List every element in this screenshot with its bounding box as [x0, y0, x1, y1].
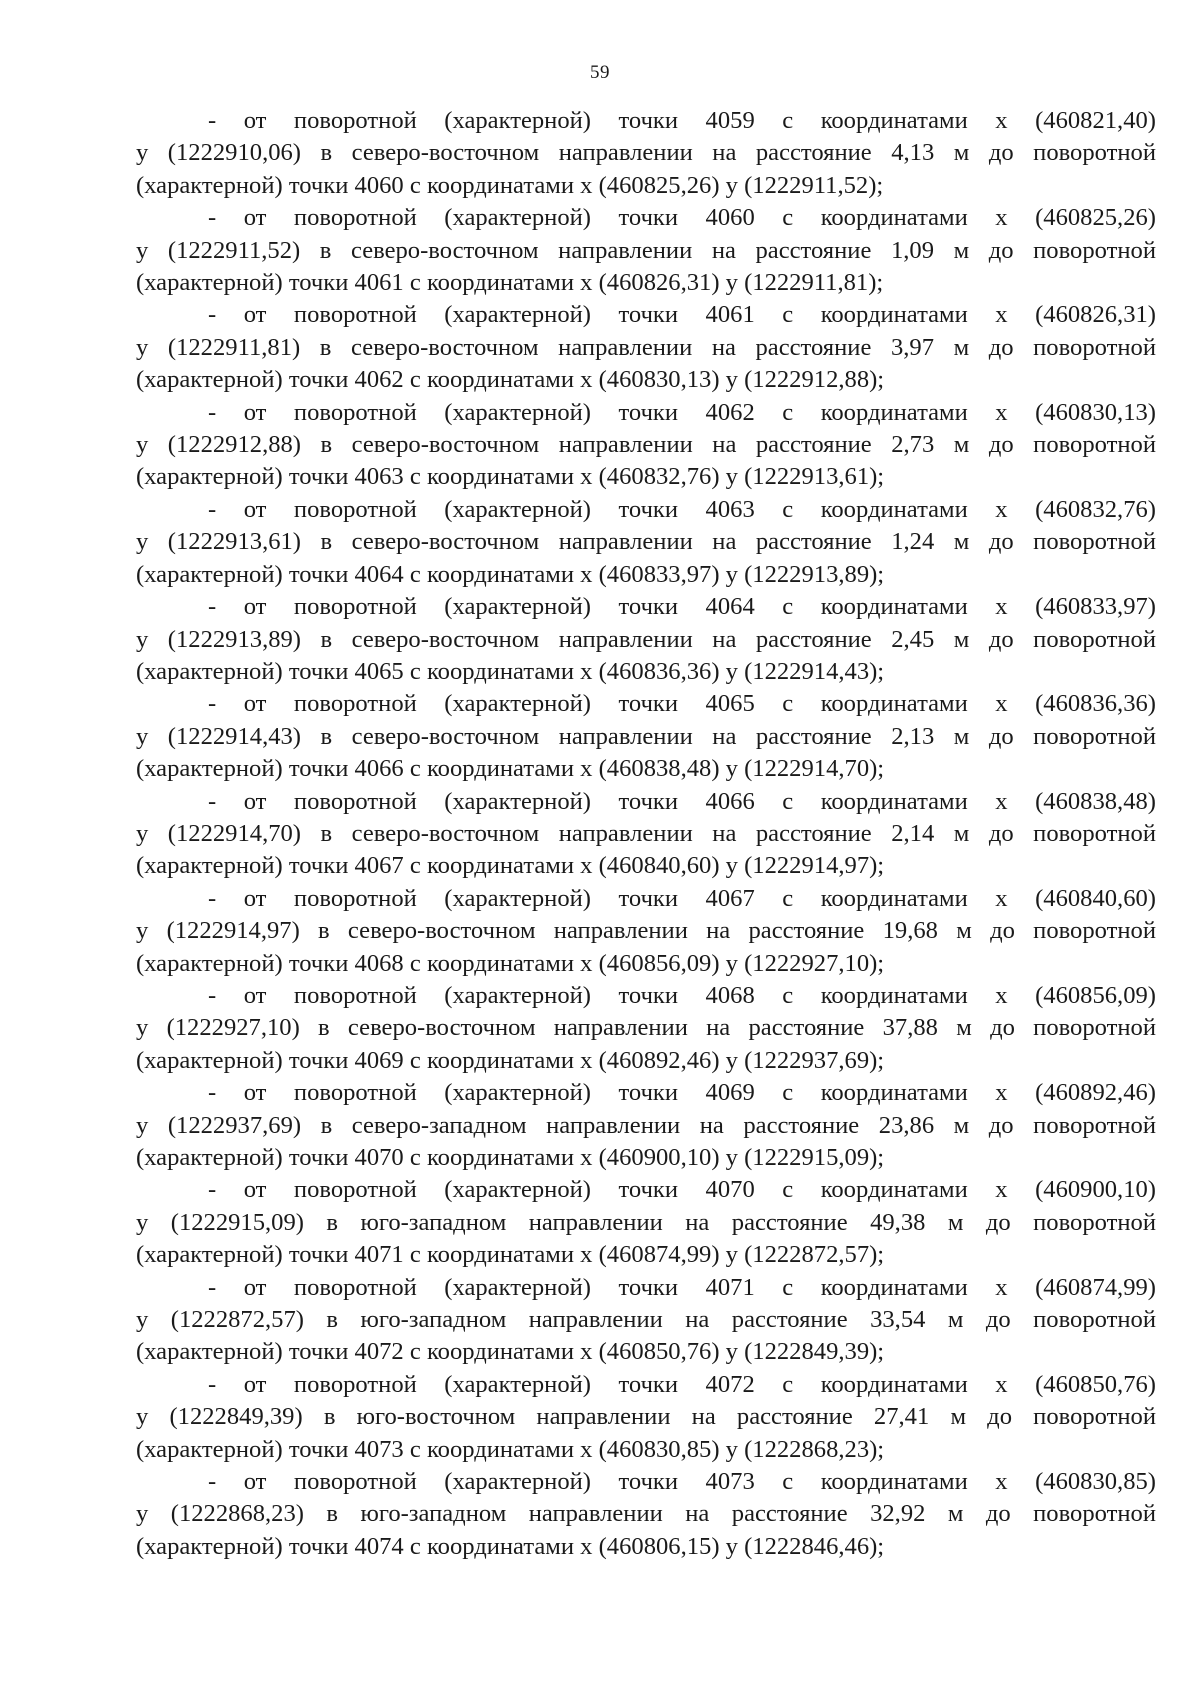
paragraph-line: - от поворотной (характерной) точки 4063 с координатами х (460832,76)	[208, 495, 1156, 523]
boundary-segment-paragraph	[136, 1369, 1156, 1466]
boundary-segment-paragraph	[136, 591, 1156, 688]
boundary-segment-paragraph	[136, 397, 1156, 494]
boundary-segment-paragraph	[136, 1272, 1156, 1369]
boundary-segment-paragraph	[136, 980, 1156, 1077]
paragraph-line: - от поворотной (характерной) точки 4064 с координатами х (460833,97)	[208, 593, 1156, 621]
paragraph-line: (характерной) точки 4066 с координатами х (460838,48) у (1222914,70);	[136, 755, 885, 783]
paragraph-line: у (1222914,43) в северо-восточном направлении на расстояние 2,13 м до поворотной	[136, 722, 1156, 750]
document-body	[136, 105, 1156, 1563]
paragraph-line: у (1222868,23) в юго-западном направлении на расстояние 32,92 м до поворотной	[136, 1500, 1156, 1528]
boundary-segment-paragraph	[136, 883, 1156, 980]
paragraph-line: (характерной) точки 4061 с координатами х (460826,31) у (1222911,81);	[136, 269, 884, 297]
paragraph-line: - от поворотной (характерной) точки 4067 с координатами х (460840,60)	[208, 884, 1156, 912]
boundary-segment-paragraph	[136, 299, 1156, 396]
paragraph-line: - от поворотной (характерной) точки 4071 с координатами х (460874,99)	[208, 1273, 1156, 1301]
paragraph-line: у (1222911,52) в северо-восточном направлении на расстояние 1,09 м до поворотной	[136, 236, 1156, 264]
boundary-segment-paragraph	[136, 105, 1156, 202]
paragraph-line: у (1222937,69) в северо-западном направлении на расстояние 23,86 м до поворотной	[136, 1111, 1156, 1139]
paragraph-line: (характерной) точки 4073 с координатами х (460830,85) у (1222868,23);	[136, 1435, 885, 1463]
page-number: 59	[590, 62, 610, 83]
paragraph-line: у (1222914,97) в северо-восточном направлении на расстояние 19,68 м до поворотной	[136, 917, 1156, 945]
paragraph-line: (характерной) точки 4064 с координатами х (460833,97) у (1222913,89);	[136, 560, 885, 588]
paragraph-line: у (1222872,57) в юго-западном направлении на расстояние 33,54 м до поворотной	[136, 1306, 1156, 1334]
paragraph-line: у (1222914,70) в северо-восточном направлении на расстояние 2,14 м до поворотной	[136, 819, 1156, 847]
paragraph-line: у (1222915,09) в юго-западном направлении на расстояние 49,38 м до поворотной	[136, 1208, 1156, 1236]
paragraph-line: у (1222912,88) в северо-восточном направлении на расстояние 2,73 м до поворотной	[136, 431, 1156, 459]
paragraph-line: (характерной) точки 4070 с координатами х (460900,10) у (1222915,09);	[136, 1144, 885, 1171]
boundary-segment-paragraph	[136, 1077, 1156, 1174]
paragraph-line: (характерной) точки 4065 с координатами х (460836,36) у (1222914,43);	[136, 657, 885, 685]
paragraph-line: у (1222910,06) в северо-восточном направлении на расстояние 4,13 м до поворотной	[136, 139, 1156, 167]
paragraph-line: у (1222913,89) в северо-восточном направлении на расстояние 2,45 м до поворотной	[136, 625, 1156, 653]
paragraph-line: (характерной) точки 4062 с координатами х (460830,13) у (1222912,88);	[136, 366, 885, 394]
paragraph-line: (характерной) точки 4072 с координатами х (460850,76) у (1222849,39);	[136, 1338, 885, 1366]
paragraph-line: (характерной) точки 4068 с координатами х (460856,09) у (1222927,10);	[136, 949, 885, 977]
boundary-segment-paragraph	[136, 688, 1156, 785]
boundary-segment-paragraph	[136, 494, 1156, 591]
boundary-segment-paragraph	[136, 1466, 1156, 1563]
paragraph-line: у (1222849,39) в юго-восточном направлении на расстояние 27,41 м до поворотной	[136, 1403, 1156, 1431]
boundary-segment-paragraph	[136, 202, 1156, 299]
paragraph-line: у (1222913,61) в северо-восточном направлении на расстояние 1,24 м до поворотной	[136, 528, 1156, 556]
paragraph-line: (характерной) точки 4069 с координатами х (460892,46) у (1222937,69);	[136, 1046, 885, 1074]
paragraph-line: - от поворотной (характерной) точки 4061 с координатами х (460826,31)	[208, 301, 1156, 329]
boundary-segment-paragraph	[136, 786, 1156, 883]
paragraph-line: - от поворотной (характерной) точки 4069 с координатами х (460892,46)	[208, 1079, 1156, 1107]
paragraph-line: - от поворотной (характерной) точки 4066 с координатами х (460838,48)	[208, 787, 1156, 815]
paragraph-line: - от поворотной (характерной) точки 4068 с координатами х (460856,09)	[208, 981, 1156, 1009]
paragraph-line: у (1222911,81) в северо-восточном направлении на расстояние 3,97 м до поворотной	[136, 333, 1156, 361]
paragraph-line: (характерной) точки 4067 с координатами х (460840,60) у (1222914,97);	[136, 852, 885, 880]
boundary-segment-paragraph	[136, 1174, 1156, 1271]
paragraph-line: у (1222927,10) в северо-восточном направлении на расстояние 37,88 м до поворотной	[136, 1014, 1156, 1042]
paragraph-line: - от поворотной (характерной) точки 4070 с координатами х (460900,10)	[208, 1176, 1156, 1204]
paragraph-line: - от поворотной (характерной) точки 4065 с координатами х (460836,36)	[208, 690, 1156, 718]
paragraph-line: - от поворотной (характерной) точки 4072 с координатами х (460850,76)	[208, 1370, 1156, 1398]
paragraph-line: - от поворотной (характерной) точки 4073 с координатами х (460830,85)	[208, 1468, 1156, 1496]
paragraph-line: (характерной) точки 4074 с координатами х (460806,15) у (1222846,46);	[136, 1532, 885, 1560]
paragraph-line: (характерной) точки 4071 с координатами х (460874,99) у (1222872,57);	[136, 1241, 885, 1269]
paragraph-line: - от поворотной (характерной) точки 4059 с координатами х (460821,40)	[208, 107, 1156, 134]
paragraph-line: (характерной) точки 4060 с координатами х (460825,26) у (1222911,52);	[136, 171, 884, 199]
paragraph-line: - от поворотной (характерной) точки 4062 с координатами х (460830,13)	[208, 398, 1156, 426]
paragraph-line: - от поворотной (характерной) точки 4060 с координатами х (460825,26)	[208, 204, 1156, 232]
paragraph-line: (характерной) точки 4063 с координатами х (460832,76) у (1222913,61);	[136, 463, 885, 491]
